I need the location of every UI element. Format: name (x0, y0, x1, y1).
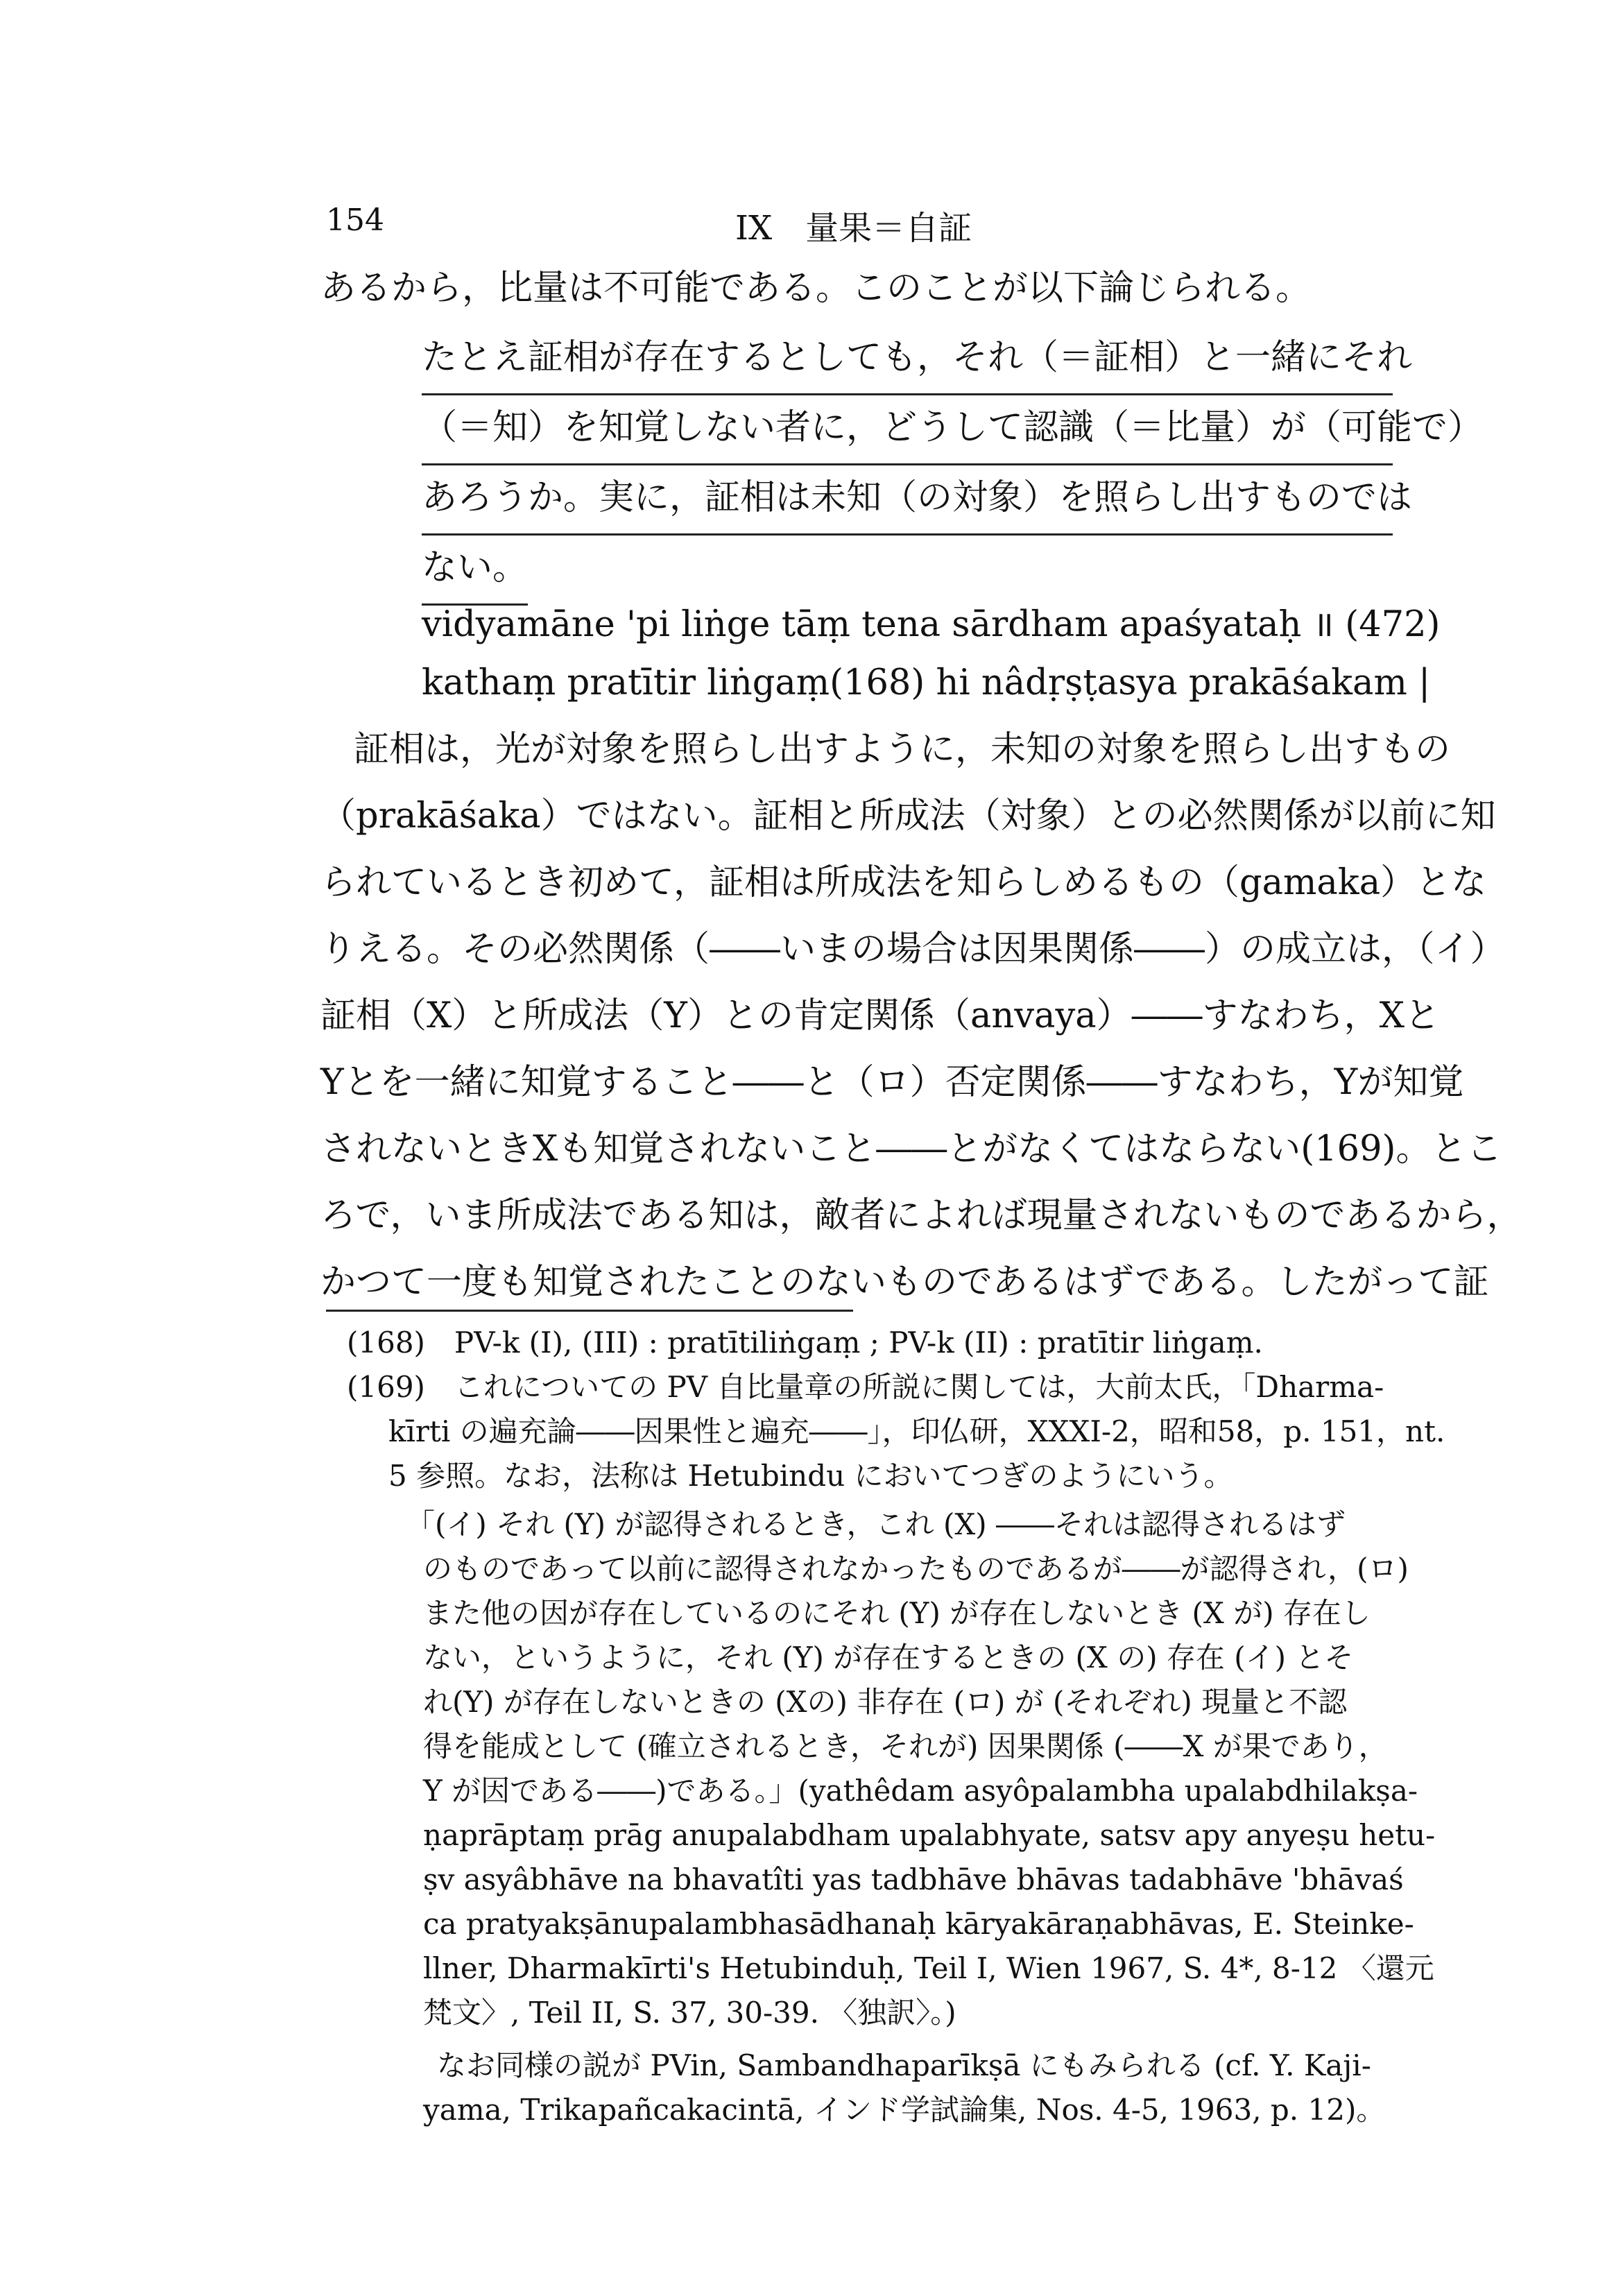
quote-line: 「(イ) それ (Y) が認得されるとき，これ (X) ――それは認得されるはず (406, 1507, 1346, 1541)
final-note-line: yama, Trikapañcakacintā, インド学試論集, Nos. 4-5, 1963, p. 12)。 (423, 2093, 1386, 2127)
footnote-line: 5 参照。なお，法称は Hetubindu においてつぎのようにいう。 (388, 1459, 1233, 1493)
quote-line: ṇaprāptaṃ prāg anupalabdham upalabhyate, satsv apy anyeṣu hetu- (423, 1818, 1436, 1852)
quote-line: のものであって以前に認得されなかったものであるが――が認得され，(ロ) (423, 1552, 1409, 1586)
body-line: されないときXも知覚されないこと――とがなくてはならない(169)。とこ (320, 1129, 1502, 1170)
body-line: （prakāśaka）ではない。証相と所成法（対象）との必然関係が以前に知 (320, 796, 1496, 837)
quote-line: また他の因が存在しているのにそれ (Y) が存在しないとき (X が) 存在し (423, 1596, 1371, 1630)
body-line: かつて一度も知覚されたことのないものであるはずである。したがって証 (320, 1262, 1489, 1303)
quote-line: ca pratyakṣānupalambhasādhanaḥ kāryakāraṇabhāvas, E. Steinke- (423, 1907, 1414, 1941)
body-line: ろで，いま所成法である知は，敵者によれば現量されないものであるから， (320, 1195, 1522, 1236)
body-line: 証相は，光が対象を照らし出すように，未知の対象を照らし出すもの (354, 729, 1451, 770)
footnote-rule (326, 1310, 853, 1312)
translation-line: ない。 (422, 533, 528, 606)
footnote-168: (168) PV-k (I), (III) : pratītiliṅgaṃ ; PV-k (II) : pratītir liṅgaṃ. (347, 1326, 1263, 1360)
quote-line: ない，というように，それ (Y) が存在するときの (X の) 存在 (イ) とそ (423, 1640, 1354, 1674)
footnote-line: kīrti の遍充論――因果性と遍充――」，印仏研，XXXI-2，昭和58，p. 151，nt. (388, 1414, 1445, 1448)
quote-line: ṣv asyâbhāve na bhavatîti yas tadbhāve bhāvas tadabhāve 'bhāvaś (423, 1862, 1404, 1896)
footnote-169: (169) これについての PV 自比量章の所説に関しては，大前太氏，「Dharma- (347, 1370, 1384, 1404)
translation-line: （＝知）を知覚しない者に，どうして認識（＝比量）が（可能で） (422, 393, 1393, 465)
sanskrit-verse-line: kathaṃ pratītir liṅgaṃ(168) hi nâdṛṣṭasya prakāśakam | (422, 662, 1431, 703)
quote-line: Y が因である――)である。」(yathêdam asyôpalambha upalabdhilakṣa- (423, 1774, 1418, 1808)
translation-line: たとえ証相が存在するとしても，それ（＝証相）と一緒にそれ (422, 323, 1393, 395)
body-line: 証相（X）と所成法（Y）との肯定関係（anvaya）――すなわち，Xと (320, 995, 1440, 1036)
translation-line: あろうか。実に，証相は未知（の対象）を照らし出すものでは (422, 463, 1393, 536)
intro-line: あるから，比量は不可能である。このことが以下論じられる。 (320, 268, 1312, 309)
body-line: Yとを一緒に知覚すること――と（ロ）否定関係――すなわち，Yが知覚 (320, 1062, 1464, 1103)
body-line: られているとき初めて，証相は所成法を知らしめるもの（gamaka）とな (320, 862, 1487, 903)
sanskrit-verse-line: vidyamāne 'pi liṅge tāṃ tena sārdham apaśyataḥ ॥ (472) (422, 604, 1441, 645)
quote-line: 梵文〉, Teil II, S. 37, 30-39. 〈独訳〉。) (423, 1996, 956, 2030)
final-note-line: なお同様の説が PVin, Sambandhaparīkṣā にもみられる (cf. Y. Kaji- (437, 2048, 1371, 2082)
quote-line: 得を能成として (確立されるとき，それが) 因果関係 (――X が果であり， (423, 1729, 1388, 1763)
quote-line: れ(Y) が存在しないときの (Xの) 非存在 (ロ) が (それぞれ) 現量と不認 (423, 1685, 1348, 1719)
body-line: りえる。その必然関係（――いまの場合は因果関係――）の成立は，（イ） (320, 929, 1506, 970)
running-header: IX 量果＝自証 (735, 209, 972, 248)
quote-line: llner, Dharmakīrti's Hetubinduḥ, Teil I, Wien 1967, S. 4*, 8-12 〈還元 (423, 1951, 1434, 1985)
page-number: 154 (326, 203, 384, 238)
